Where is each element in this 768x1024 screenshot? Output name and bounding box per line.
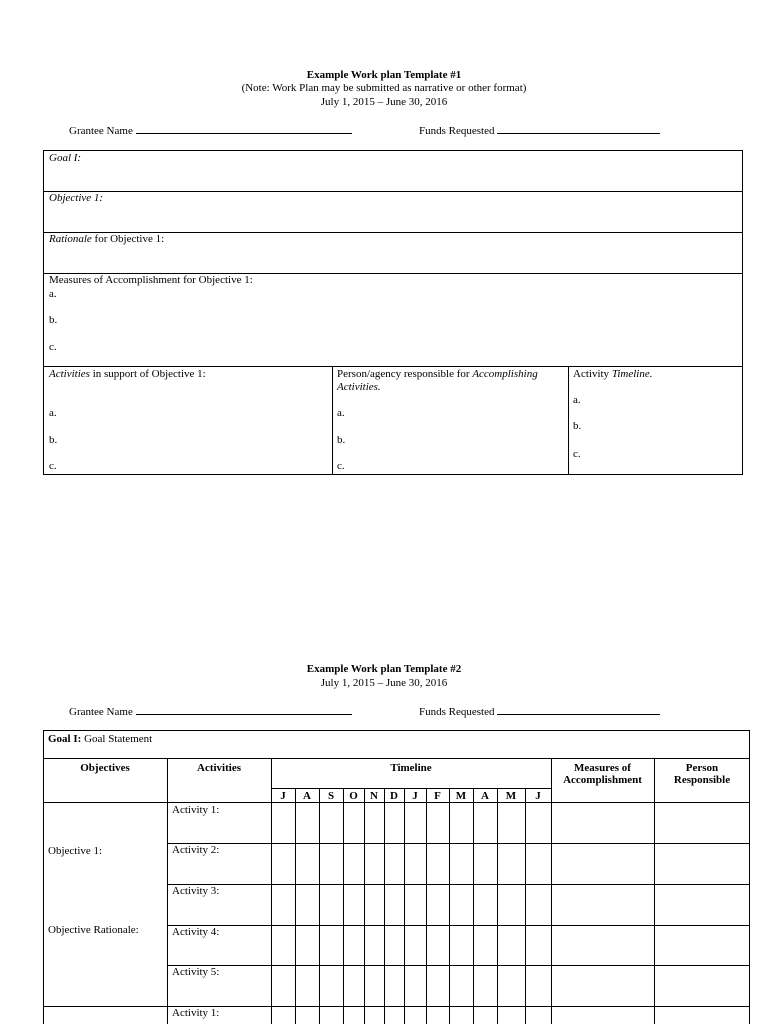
activity-3-label: Activity 3: <box>172 885 220 897</box>
objective-1-label: Objective 1: <box>48 845 103 857</box>
grid-line <box>295 788 296 1024</box>
grid-line <box>404 788 405 1024</box>
activities-item-a: a. <box>49 407 57 419</box>
template2-grantee-row <box>69 704 352 718</box>
grantee-name-label: Grantee Name <box>69 706 133 718</box>
template2-title: Example Work plan Template #2 <box>306 663 462 675</box>
template2-grid <box>43 730 750 1024</box>
header-person-line1: Person <box>685 762 719 774</box>
template2-funds-row <box>419 704 660 718</box>
activity-5-label: Activity 5: <box>172 966 220 978</box>
header-measures-line2: Accomplishment <box>563 774 642 786</box>
activity-1-label: Activity 1: <box>172 804 220 816</box>
funds-requested-label: Funds Requested <box>419 125 495 137</box>
header-activities: Activities <box>197 762 241 774</box>
funds-requested-field[interactable] <box>497 123 660 134</box>
month-oct: O <box>349 790 358 802</box>
timeline-item-c: c. <box>573 448 581 460</box>
grid-line <box>654 758 655 1024</box>
measures-item-b: b. <box>49 314 58 326</box>
person-agency-label-pre: Person/agency responsible for <box>337 368 473 380</box>
activity-2-label: Activity 2: <box>172 844 220 856</box>
month-may: M <box>505 790 517 802</box>
header-measures-line1: Measures of <box>574 762 631 774</box>
grid-line <box>426 788 427 1024</box>
person-item-a: a. <box>337 407 345 419</box>
measures-item-c: c. <box>49 341 57 353</box>
activities-label <box>44 368 206 381</box>
grid-line <box>364 788 365 1024</box>
grid-line <box>43 802 750 803</box>
grid-line <box>497 788 498 1024</box>
timeline-item-a: a. <box>573 394 581 406</box>
person-item-c: c. <box>337 460 345 472</box>
rationale-label-rest: for Objective 1: <box>91 233 165 245</box>
timeline-label-pre: Activity <box>573 368 612 380</box>
person-item-b: b. <box>337 434 346 446</box>
activities-item-c: c. <box>49 460 57 472</box>
person-agency-label-italic: Accomplishing Activities. <box>337 368 538 393</box>
grid-line <box>167 965 750 966</box>
grantee-name-field[interactable] <box>136 704 352 715</box>
month-mar: M <box>455 790 467 802</box>
grid-line <box>167 884 750 885</box>
timeline-item-b: b. <box>573 420 582 432</box>
measures-row[interactable] <box>44 274 742 367</box>
header-person <box>654 762 750 786</box>
month-nov: N <box>370 790 378 802</box>
header-measures <box>551 762 654 786</box>
grid-line <box>525 788 526 1024</box>
template1-funds-row <box>419 123 660 137</box>
template1-title: Example Work plan Template #1 <box>306 69 462 81</box>
funds-requested-label: Funds Requested <box>419 706 495 718</box>
grid-line <box>43 730 750 731</box>
grid-line <box>43 730 44 1024</box>
activities-label-rest: in support of Objective 1: <box>89 368 206 380</box>
grid-line <box>271 788 551 789</box>
rationale-label <box>44 233 164 246</box>
objective-rationale-label: Objective Rationale: <box>48 924 139 936</box>
grid-line <box>749 730 750 758</box>
activities-label-italic: Activities <box>49 368 90 380</box>
person-agency-label <box>332 368 557 394</box>
objective-label: Objective 1: <box>49 192 104 204</box>
timeline-label-italic: Timeline. <box>611 368 653 380</box>
grid-line <box>167 758 168 1024</box>
grid-line <box>384 788 385 1024</box>
grid-line <box>167 843 750 844</box>
header-timeline: Timeline <box>390 762 432 774</box>
month-feb: F <box>434 790 441 802</box>
activity-4-label: Activity 4: <box>172 926 220 938</box>
timeline-label <box>568 368 652 381</box>
grid-line <box>271 758 272 1024</box>
measures-item-a: a. <box>49 288 57 300</box>
month-jan: J <box>412 790 418 802</box>
grantee-name-label: Grantee Name <box>69 125 133 137</box>
template1-grantee-row <box>69 123 352 137</box>
activity-1-label-next: Activity 1: <box>172 1007 220 1019</box>
grid-line <box>43 758 750 759</box>
objective-row[interactable] <box>44 192 742 233</box>
month-dec: D <box>390 790 398 802</box>
grid-line <box>319 788 320 1024</box>
header-person-line2: Responsible <box>673 774 731 786</box>
month-sep: S <box>327 790 335 802</box>
header-objectives: Objectives <box>80 762 130 774</box>
grid-line <box>43 1006 750 1007</box>
goal-statement <box>48 733 152 746</box>
grid-line <box>473 788 474 1024</box>
rationale-label-italic: Rationale <box>49 233 92 245</box>
month-jun: J <box>535 790 541 802</box>
template1-dates: July 1, 2015 – June 30, 2016 <box>320 96 448 108</box>
goal-row[interactable] <box>44 151 742 192</box>
grid-line <box>343 788 344 1024</box>
month-apr: A <box>481 790 489 802</box>
template2-dates: July 1, 2015 – June 30, 2016 <box>320 677 448 689</box>
goal-statement-rest: Goal Statement <box>81 733 153 745</box>
goal-statement-bold: Goal I: <box>48 733 82 745</box>
goal-label: Goal I: <box>49 152 82 164</box>
funds-requested-field[interactable] <box>497 704 660 715</box>
grid-line <box>449 788 450 1024</box>
template1-form <box>43 150 743 475</box>
grid-line <box>551 758 552 1024</box>
grantee-name-field[interactable] <box>136 123 352 134</box>
measures-label: Measures of Accomplishment for Objective 1: <box>49 274 253 286</box>
month-jul: J <box>280 790 286 802</box>
month-aug: A <box>303 790 311 802</box>
activities-item-b: b. <box>49 434 58 446</box>
template1-note: (Note: Work Plan may be submitted as narrative or other format) <box>241 82 527 94</box>
grid-line <box>167 925 750 926</box>
rationale-row[interactable] <box>44 233 742 274</box>
grid-line <box>749 758 750 1024</box>
